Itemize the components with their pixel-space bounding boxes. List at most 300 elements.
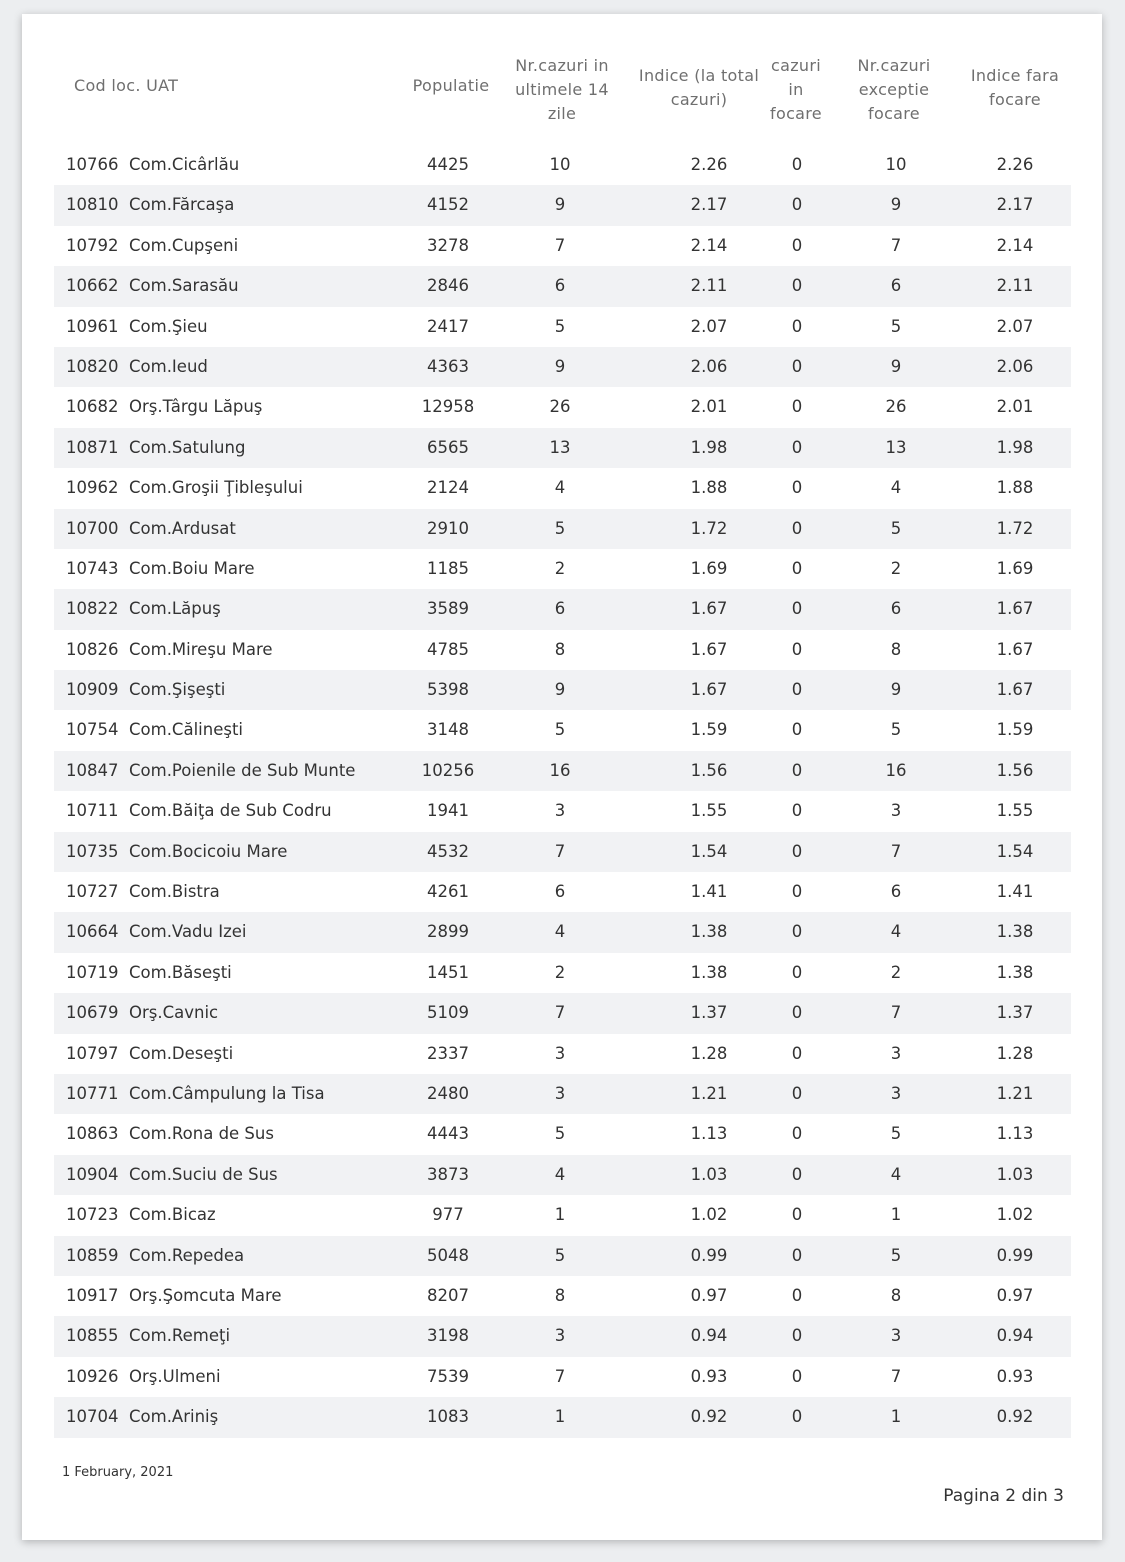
cell-cases: 3 (554, 1083, 566, 1103)
cell-index: 2.17 (690, 195, 728, 215)
cell-population: 4152 (427, 195, 469, 215)
cell-outbreak: 0 (791, 680, 803, 700)
table-row (54, 347, 1071, 387)
table-row (54, 1316, 1071, 1356)
cell-uat: Orş.Ulmeni (129, 1366, 221, 1386)
cell-code: 10917 (66, 1285, 119, 1305)
cell-code: 10743 (66, 558, 119, 578)
header-line: Nr.cazuri (857, 56, 931, 75)
cell-cases: 9 (554, 356, 566, 376)
cell-index-no-outbreak: 1.03 (996, 1164, 1034, 1184)
cell-index: 1.88 (690, 478, 728, 498)
cell-population: 1941 (427, 801, 469, 821)
cell-index-no-outbreak: 1.72 (996, 518, 1034, 538)
table-row (54, 549, 1071, 589)
cell-index-no-outbreak: 2.01 (996, 397, 1034, 417)
cell-uat: Com.Ariniş (129, 1407, 219, 1427)
cell-population: 2337 (427, 1043, 469, 1063)
table-row (54, 791, 1071, 831)
cell-index-no-outbreak: 2.11 (996, 276, 1034, 296)
cell-cases: 2 (554, 962, 566, 982)
cell-cases: 4 (554, 922, 566, 942)
cell-population: 3198 (427, 1326, 469, 1346)
cell-except: 4 (890, 922, 902, 942)
cell-index: 1.02 (690, 1205, 728, 1225)
cell-outbreak: 0 (791, 962, 803, 982)
cell-index-no-outbreak: 1.38 (996, 962, 1034, 982)
cell-except: 2 (890, 962, 902, 982)
cell-uat: Orş.Târgu Lăpuş (129, 397, 263, 417)
cell-population: 2417 (427, 316, 469, 336)
cell-uat: Com.Ieud (129, 356, 208, 376)
table-row (54, 1074, 1071, 1114)
cell-index: 0.99 (690, 1245, 728, 1265)
cell-code: 10855 (66, 1326, 119, 1346)
cell-except: 6 (890, 276, 902, 296)
table-row (54, 1397, 1071, 1437)
cell-outbreak: 0 (791, 195, 803, 215)
table-row (54, 751, 1071, 791)
cell-cases: 5 (554, 1245, 566, 1265)
cell-code: 10735 (66, 841, 119, 861)
cell-outbreak: 0 (791, 518, 803, 538)
cell-uat: Com.Şişeşti (129, 680, 226, 700)
cell-population: 4785 (427, 639, 469, 659)
cell-index: 1.67 (690, 599, 728, 619)
cell-cases: 7 (554, 235, 566, 255)
cell-index: 2.26 (690, 155, 728, 174)
cell-except: 9 (890, 680, 902, 700)
cell-index-no-outbreak: 1.67 (996, 599, 1034, 619)
header-index-total (634, 64, 764, 112)
cell-except: 9 (890, 356, 902, 376)
cell-index: 0.93 (690, 1366, 728, 1386)
cell-cases: 5 (554, 518, 566, 538)
cell-index: 1.21 (690, 1083, 728, 1103)
cell-code: 10909 (66, 680, 119, 700)
table-row (54, 468, 1071, 508)
cell-population: 4261 (427, 882, 469, 902)
cell-except: 10 (885, 155, 907, 174)
cell-outbreak: 0 (791, 356, 803, 376)
cell-cases: 1 (554, 1205, 566, 1225)
cell-index: 1.03 (690, 1164, 728, 1184)
cell-index: 0.92 (690, 1407, 728, 1427)
cell-cases: 3 (554, 801, 566, 821)
cell-uat: Com.Băiţa de Sub Codru (129, 801, 332, 821)
cell-index: 2.01 (690, 397, 728, 417)
cell-except: 9 (890, 195, 902, 215)
cell-outbreak: 0 (791, 801, 803, 821)
cell-except: 3 (890, 1326, 902, 1346)
cell-except: 5 (890, 1245, 902, 1265)
cell-index-no-outbreak: 1.56 (996, 760, 1034, 780)
cell-except: 1 (890, 1407, 902, 1427)
header-line: in (788, 80, 804, 99)
cell-index: 0.94 (690, 1326, 728, 1346)
cell-code: 10766 (66, 155, 119, 174)
cell-index: 2.06 (690, 356, 728, 376)
cell-index: 1.56 (690, 760, 728, 780)
cell-outbreak: 0 (791, 1083, 803, 1103)
cell-code: 10792 (66, 235, 119, 255)
cell-except: 4 (890, 478, 902, 498)
cell-except: 5 (890, 1124, 902, 1144)
cell-except: 7 (890, 1366, 902, 1386)
cell-cases: 8 (554, 1285, 566, 1305)
cell-index-no-outbreak: 2.06 (996, 356, 1034, 376)
cell-index-no-outbreak: 1.28 (996, 1043, 1034, 1063)
cell-cases: 7 (554, 841, 566, 861)
cell-index-no-outbreak: 1.69 (996, 558, 1034, 578)
cell-code: 10961 (66, 316, 119, 336)
table-row (54, 670, 1071, 710)
header-line: focare (770, 104, 822, 123)
table-row (54, 1357, 1071, 1397)
cell-population: 4532 (427, 841, 469, 861)
cell-uat: Com.Poienile de Sub Munte (129, 760, 356, 780)
cell-index-no-outbreak: 1.98 (996, 437, 1034, 457)
cell-index-no-outbreak: 0.92 (996, 1407, 1034, 1427)
cell-cases: 4 (554, 1164, 566, 1184)
cell-population: 1185 (427, 558, 469, 578)
cell-uat: Com.Cupşeni (129, 235, 239, 255)
cell-population: 1083 (427, 1407, 469, 1427)
table-row (54, 1236, 1071, 1276)
cell-population: 4425 (427, 155, 469, 174)
cell-uat: Com.Mireşu Mare (129, 639, 273, 659)
table-row (54, 1195, 1071, 1235)
document-page (22, 14, 1102, 1540)
cell-cases: 2 (554, 558, 566, 578)
cell-code: 10771 (66, 1083, 119, 1103)
table-row (54, 145, 1071, 185)
cell-code: 10711 (66, 801, 119, 821)
cell-cases: 9 (554, 195, 566, 215)
cell-population: 2124 (427, 478, 469, 498)
cell-outbreak: 0 (791, 1326, 803, 1346)
cell-population: 3589 (427, 599, 469, 619)
cell-index: 1.54 (690, 841, 728, 861)
cell-index: 0.97 (690, 1285, 728, 1305)
table-body (54, 145, 1071, 1438)
table-row (54, 226, 1071, 266)
cell-code: 10820 (66, 356, 119, 376)
header-index-no-outbreak (962, 64, 1068, 112)
cell-code: 10822 (66, 599, 119, 619)
header-line: cazuri) (670, 90, 728, 109)
cell-index-no-outbreak: 1.88 (996, 478, 1034, 498)
cell-uat: Com.Călineşti (129, 720, 243, 740)
cell-uat: Com.Deseşti (129, 1043, 234, 1063)
table-row (54, 832, 1071, 872)
table-row (54, 912, 1071, 952)
cell-code: 10871 (66, 437, 119, 457)
cell-uat: Com.Şieu (129, 316, 208, 336)
cell-cases: 7 (554, 1366, 566, 1386)
cell-uat: Com.Suciu de Sus (129, 1164, 278, 1184)
cell-index: 2.07 (690, 316, 728, 336)
header-population: Populatie (412, 76, 490, 95)
cell-uat: Com.Boiu Mare (129, 558, 255, 578)
cell-cases: 5 (554, 1124, 566, 1144)
cell-outbreak: 0 (791, 397, 803, 417)
cell-cases: 6 (554, 882, 566, 902)
cell-code: 10679 (66, 1003, 119, 1023)
cell-cases: 6 (554, 599, 566, 619)
cell-outbreak: 0 (791, 1124, 803, 1144)
cell-population: 2480 (427, 1083, 469, 1103)
cell-code: 10797 (66, 1043, 119, 1063)
cell-except: 8 (890, 1285, 902, 1305)
cell-outbreak: 0 (791, 639, 803, 659)
cell-except: 13 (885, 437, 907, 457)
cell-code: 10859 (66, 1245, 119, 1265)
cell-code: 10810 (66, 195, 119, 215)
cell-cases: 8 (554, 639, 566, 659)
cell-outbreak: 0 (791, 276, 803, 296)
header-code-uat: Cod loc. UAT (74, 76, 179, 95)
table-row (54, 1034, 1071, 1074)
cell-index: 1.98 (690, 437, 728, 457)
cell-index-no-outbreak: 0.93 (996, 1366, 1034, 1386)
cell-cases: 9 (554, 680, 566, 700)
cell-except: 1 (890, 1205, 902, 1225)
cell-index-no-outbreak: 1.55 (996, 801, 1034, 821)
cell-outbreak: 0 (791, 155, 803, 174)
cell-except: 26 (885, 397, 907, 417)
cell-except: 4 (890, 1164, 902, 1184)
cell-index-no-outbreak: 1.67 (996, 680, 1034, 700)
page-number: Pagina 2 din 3 (943, 1486, 1064, 1506)
cell-population: 3873 (427, 1164, 469, 1184)
cell-outbreak: 0 (791, 1366, 803, 1386)
cell-uat: Com.Bistra (129, 882, 220, 902)
cell-index-no-outbreak: 1.02 (996, 1205, 1034, 1225)
cell-cases: 5 (554, 720, 566, 740)
header-line: Indice fara (970, 66, 1060, 85)
cell-code: 10754 (66, 720, 119, 740)
cell-index: 1.67 (690, 680, 728, 700)
cell-except: 8 (890, 639, 902, 659)
cell-population: 5048 (427, 1245, 469, 1265)
table-row (54, 589, 1071, 629)
cell-cases: 7 (554, 1003, 566, 1023)
cell-cases: 5 (554, 316, 566, 336)
cell-index-no-outbreak: 1.59 (996, 720, 1034, 740)
cell-index-no-outbreak: 0.99 (996, 1245, 1034, 1265)
header-line: focare (989, 90, 1041, 109)
cell-index: 1.55 (690, 801, 728, 821)
cell-index: 1.37 (690, 1003, 728, 1023)
cell-population: 1451 (427, 962, 469, 982)
cell-except: 3 (890, 801, 902, 821)
cell-index: 1.41 (690, 882, 728, 902)
cell-code: 10719 (66, 962, 119, 982)
cell-population: 2899 (427, 922, 469, 942)
cell-uat: Com.Bocicoiu Mare (129, 841, 288, 861)
cell-index-no-outbreak: 1.54 (996, 841, 1034, 861)
cell-index: 2.14 (690, 235, 728, 255)
cell-cases: 26 (549, 397, 571, 417)
cell-population: 5109 (427, 1003, 469, 1023)
table-row (54, 266, 1071, 306)
cell-population: 5398 (427, 680, 469, 700)
cell-index: 1.67 (690, 639, 728, 659)
cell-index-no-outbreak: 2.07 (996, 316, 1034, 336)
cell-outbreak: 0 (791, 478, 803, 498)
cell-outbreak: 0 (791, 760, 803, 780)
cell-except: 5 (890, 518, 902, 538)
cell-cases: 13 (549, 437, 571, 457)
cell-uat: Com.Satulung (129, 437, 246, 457)
header-line: zile (547, 104, 577, 123)
cell-outbreak: 0 (791, 1164, 803, 1184)
table-row (54, 307, 1071, 347)
cell-except: 7 (890, 1003, 902, 1023)
cell-code: 10727 (66, 882, 119, 902)
cell-uat: Com.Rona de Sus (129, 1124, 274, 1144)
cell-outbreak: 0 (791, 316, 803, 336)
table-row (54, 1155, 1071, 1195)
cell-except: 7 (890, 235, 902, 255)
header-line: ultimele 14 (515, 80, 609, 99)
cell-cases: 3 (554, 1326, 566, 1346)
cell-cases: 6 (554, 276, 566, 296)
cell-outbreak: 0 (791, 720, 803, 740)
table-header (22, 54, 1102, 144)
cell-index-no-outbreak: 1.41 (996, 882, 1034, 902)
table-row (54, 630, 1071, 670)
cell-index-no-outbreak: 2.17 (996, 195, 1034, 215)
cell-index-no-outbreak: 0.97 (996, 1285, 1034, 1305)
cell-except: 3 (890, 1043, 902, 1063)
cell-code: 10723 (66, 1205, 119, 1225)
cell-population: 10256 (421, 760, 475, 780)
cell-except: 5 (890, 316, 902, 336)
cell-population: 4363 (427, 356, 469, 376)
cell-uat: Com.Vadu Izei (129, 922, 247, 942)
cell-index-no-outbreak: 2.26 (996, 155, 1034, 174)
table-row (54, 993, 1071, 1033)
header-line: cazuri (771, 56, 821, 75)
cell-uat: Com.Fărcaşa (129, 195, 235, 215)
cell-uat: Com.Cicârlău (129, 155, 240, 174)
cell-outbreak: 0 (791, 841, 803, 861)
cell-cases: 1 (554, 1407, 566, 1427)
cell-outbreak: 0 (791, 882, 803, 902)
cell-outbreak: 0 (791, 1285, 803, 1305)
cell-uat: Com.Repedea (129, 1245, 245, 1265)
cell-code: 10962 (66, 478, 119, 498)
cell-population: 6565 (427, 437, 469, 457)
cell-outbreak: 0 (791, 558, 803, 578)
cell-index: 1.69 (690, 558, 728, 578)
table-row (54, 1114, 1071, 1154)
cell-population: 977 (432, 1205, 464, 1225)
cell-except: 3 (890, 1083, 902, 1103)
cell-cases: 16 (549, 760, 571, 780)
cell-uat: Com.Sarasău (129, 276, 239, 296)
cell-uat: Com.Remeţi (129, 1326, 231, 1346)
cell-outbreak: 0 (791, 1043, 803, 1063)
header-cases-14-days (502, 54, 622, 126)
cell-code: 10664 (66, 922, 119, 942)
cell-uat: Com.Bicaz (129, 1205, 216, 1225)
table-row (54, 1276, 1071, 1316)
cell-code: 10704 (66, 1407, 119, 1427)
cell-except: 7 (890, 841, 902, 861)
table-row (54, 710, 1071, 750)
cell-population: 3148 (427, 720, 469, 740)
cell-population: 2846 (427, 276, 469, 296)
header-line: Indice (la total (638, 66, 760, 85)
cell-index-no-outbreak: 1.67 (996, 639, 1034, 659)
cell-code: 10847 (66, 760, 119, 780)
cell-index: 1.72 (690, 518, 728, 538)
cell-cases: 10 (549, 155, 571, 174)
cell-index: 1.38 (690, 962, 728, 982)
cell-index: 1.38 (690, 922, 728, 942)
cell-index: 1.59 (690, 720, 728, 740)
header-cases-outbreak (766, 54, 826, 126)
cell-index-no-outbreak: 2.14 (996, 235, 1034, 255)
table-row (54, 387, 1071, 427)
cell-outbreak: 0 (791, 235, 803, 255)
document-date: 1 February, 2021 (62, 1465, 174, 1480)
cell-code: 10863 (66, 1124, 119, 1144)
cell-except: 6 (890, 599, 902, 619)
cell-population: 3278 (427, 235, 469, 255)
cell-uat: Com.Câmpulung la Tisa (129, 1083, 325, 1103)
cell-cases: 4 (554, 478, 566, 498)
cell-uat: Orş.Şomcuta Mare (129, 1285, 282, 1305)
cell-index: 1.28 (690, 1043, 728, 1063)
cell-uat: Orş.Cavnic (129, 1003, 219, 1023)
cell-index-no-outbreak: 1.13 (996, 1124, 1034, 1144)
header-line: Nr.cazuri in (515, 56, 609, 75)
cell-code: 10682 (66, 397, 119, 417)
cell-outbreak: 0 (791, 599, 803, 619)
cell-index: 1.13 (690, 1124, 728, 1144)
cell-except: 6 (890, 882, 902, 902)
table-row (54, 509, 1071, 549)
cell-cases: 3 (554, 1043, 566, 1063)
cell-population: 7539 (427, 1366, 469, 1386)
cell-population: 12958 (421, 397, 475, 417)
cell-except: 2 (890, 558, 902, 578)
cell-code: 10826 (66, 639, 119, 659)
cell-index-no-outbreak: 1.37 (996, 1003, 1034, 1023)
cell-uat: Com.Băseşti (129, 962, 232, 982)
cell-outbreak: 0 (791, 1205, 803, 1225)
header-line: focare (868, 104, 920, 123)
cell-code: 10662 (66, 276, 119, 296)
table-row (54, 872, 1071, 912)
table-row (54, 953, 1071, 993)
cell-population: 2910 (427, 518, 469, 538)
cell-except: 5 (890, 720, 902, 740)
cell-code: 10904 (66, 1164, 119, 1184)
cell-outbreak: 0 (791, 437, 803, 457)
cell-outbreak: 0 (791, 1407, 803, 1427)
cell-outbreak: 0 (791, 1003, 803, 1023)
header-line: exceptie (858, 80, 930, 99)
cell-population: 4443 (427, 1124, 469, 1144)
cell-population: 8207 (427, 1285, 469, 1305)
cell-uat: Com.Ardusat (129, 518, 236, 538)
cell-uat: Com.Groşii Ţibleşului (129, 478, 303, 498)
